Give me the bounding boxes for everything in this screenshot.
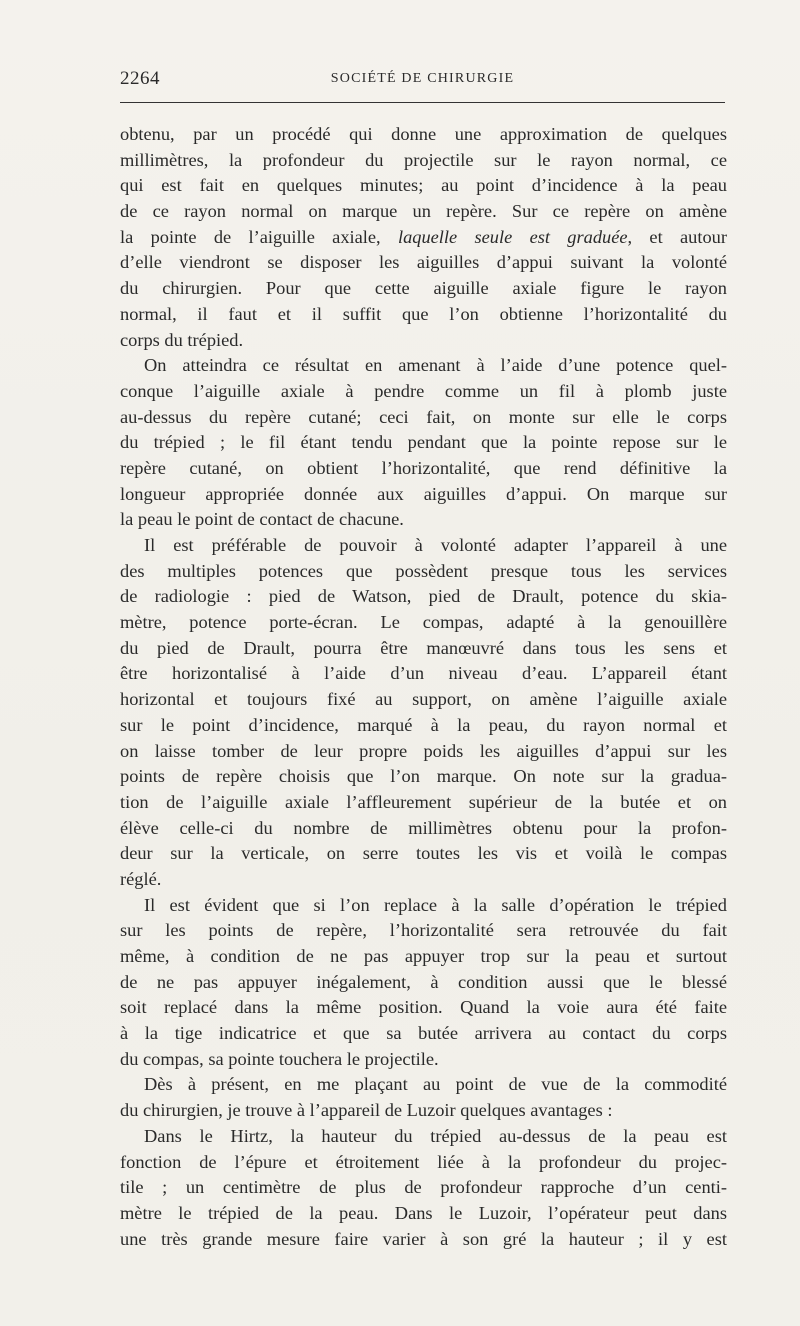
text-line: normal, il faut et il suffit que l’on obtienne l’horizontalité du [120,303,727,324]
text-line [120,225,727,251]
text-line: Il est évident que si l’on replace à la salle d’opération le trépied [144,894,727,915]
text-line: même, à condition de ne pas appuyer trop sur la peau et surtout [120,946,727,966]
text-line: de radiologie : pied de Watson, pied de Drault, potence du skia- [120,586,727,607]
text-line: repère cutané, on obtient l’horizontalité, que rend définitive la [120,457,727,478]
text-line: horizontal et toujours fixé au support, on amène l’aiguille axiale [120,689,727,710]
text-line: mètre le trépied de la peau. Dans le Luzoir, l’opérateur peut dans [120,1202,727,1223]
text-line: sur le point d’incidence, marqué à la peau, du rayon normal et [120,714,727,735]
text-line: être horizontalisé à l’aide d’un niveau d’eau. L’appareil étant [120,663,727,684]
text-line: fonction de l’épure et étroitement liée à la profondeur du projec- [120,1151,727,1172]
text-line: qui est fait en quelques minutes; au point d’incidence à la peau [120,175,727,196]
text-line: du compas, sa pointe touchera le projectile. [120,1048,439,1069]
text-line: d’elle viendront se disposer les aiguilles d’appui suivant la volonté [120,252,727,273]
text-line: on laisse tomber de leur propre poids les aiguilles d’appui sur les [120,740,727,761]
text-line: de ce rayon normal on marque un repère. Sur ce repère on amène [120,201,727,222]
text-line: la peau le point de contact de chacune. [120,509,404,530]
text-line: réglé. [120,868,162,889]
text-line: Dès à présent, en me plaçant au point de vue de la commodité [144,1074,727,1095]
text-line: corps du trépied. [120,329,244,350]
running-head: SOCIÉTÉ DE CHIRURGIE [330,71,515,86]
text-line: millimètres, la profondeur du projectile sur le rayon normal, ce [120,149,727,170]
text-line: conque l’aiguille axiale à pendre comme un fil à plomb juste [120,380,727,401]
text-line: sur les points de repère, l’horizontalité sera retrouvée du fait [120,920,727,941]
body-text [120,122,727,1252]
text-line: du chirurgien. Pour que cette aiguille axiale figure le rayon [120,278,727,299]
text-line: du trépied ; le fil étant tendu pendant que la pointe repose sur le [120,432,727,453]
text-line: du chirurgien, je trouve à l’appareil de Luzoir quelques avantages : [120,1100,613,1121]
text-line: deur sur la verticale, on serre toutes les vis et voilà le compas [120,843,727,864]
header-rule [120,102,725,103]
text-line: tile ; un centimètre de plus de profondeur rapproche d’un centi- [120,1177,727,1198]
text-line: à la tige indicatrice et que sa butée arrivera au contact du corps [120,1023,727,1044]
page-number: 2264 [120,68,160,89]
text-line: au-dessus du repère cutané; ceci fait, on monte sur elle le corps [120,406,727,427]
text-line: élève celle-ci du nombre de millimètres obtenu pour la profon- [120,817,727,838]
text-line: de ne pas appuyer inégalement, à condition aussi que le blessé [120,971,727,992]
text-line: longueur appropriée donnée aux aiguilles d’appui. On marque sur [120,483,727,504]
text-line: des multiples potences que possèdent presque tous les services [120,560,727,581]
text-run: , et autour [627,226,727,247]
text-line: obtenu, par un procédé qui donne une approximation de quelques [120,124,727,144]
text-line: tion de l’aiguille axiale l’affleurement supérieur de la butée et on [120,791,727,812]
text-line: On atteindra ce résultat en amenant à l’aide d’une potence quel- [144,355,727,376]
text-line: points de repère choisis que l’on marque. On note sur la gradua- [120,766,727,787]
italic-run: laquelle seule est graduée [397,226,628,247]
text-line: mètre, potence porte-écran. Le compas, adapté à la genouillère [120,612,727,633]
text-line: du pied de Drault, pourra être manœuvré dans tous les sens et [120,637,727,658]
text-line: Dans le Hirtz, la hauteur du trépied au-dessus de la peau est [144,1125,727,1146]
text-run: la pointe de l’aiguille axiale, [120,226,398,247]
text-line: soit replacé dans la même position. Quand la voie aura été faite [120,997,727,1018]
text-line: Il est préférable de pouvoir à volonté adapter l’appareil à une [144,535,727,555]
page-header [120,68,725,92]
text-line: une très grande mesure faire varier à son gré la hauteur ; il y est [120,1228,727,1249]
